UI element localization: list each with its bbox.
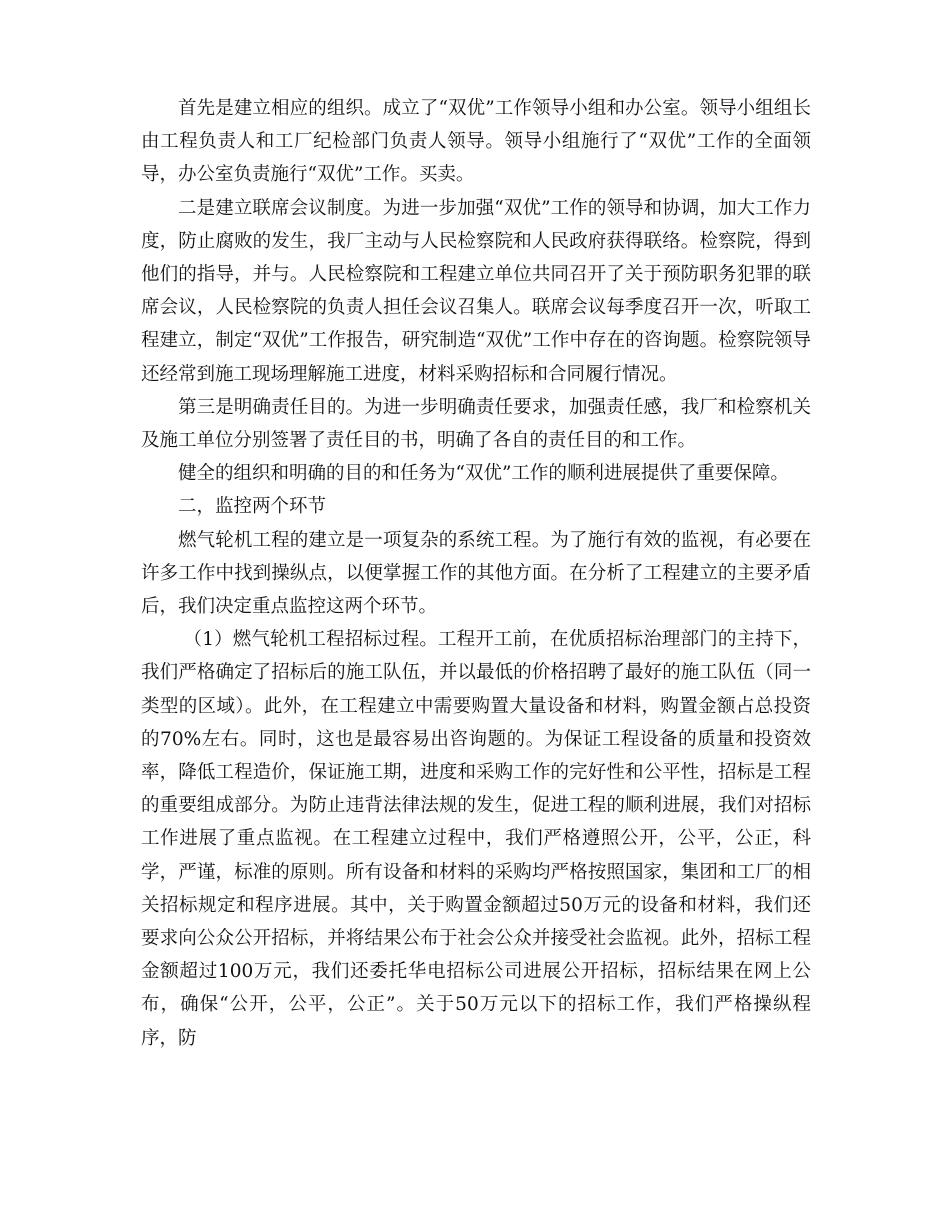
paragraph-monitoring-intro: 燃气轮机工程的建立是一项复杂的系统工程。为了施行有效的监视，有必要在许多工作中找到操纵点，以便掌握工作的其他方面。在分析了工程建立的主要矛盾后，我们决定重点监控这两个环节。: [141, 529, 811, 618]
document-body: [141, 92, 811, 1055]
section-heading: 二，监控两个环节: [178, 496, 327, 518]
paragraph-bidding-process: （1）燃气轮机工程招标过程。工程开工前，在优质招标治理部门的主持下，我们严格确定了招标后的施工队伍，并以最低的价格招聘了最好的施工队伍（同一类型的区域）。此外，在工程建立中需要购置大量设备和材料，购置金额占总投资的70%左右。同时，这也是最容易出咨询题的。为保证工程设备的质量和投资效率，降低工程造价，保证施工期，进度和采购工作的完好性和公平性，招标是工程的重要组成部分。为防止违背法律法规的发生，促进工程的顺利进展，我们对招标工作进展了重点监视。在工程建立过程中，我们严格遵照公开，公平，公正，科学，严谨，标准的原则。所有设备和材料的采购均严格按照国家，集团和工厂的相关招标规定和程序进展。其中，关于购置金额超过50万元的设备和材料，我们还要求向公众公开招标，并将结果公布于社会公众并接受社会监视。此外，招标工程金额超过100万元，我们还委托华电招标公司进展公开招标，招标结果在网上公布，确保“公开，公平，公正”。关于50万元以下的招标工作，我们严格操纵程序，防: [141, 629, 811, 1049]
paragraph-organization: 首先是建立相应的组织。成立了“双优”工作领导小组和办公室。领导小组组长由工程负责人和工厂纪检部门负责人领导。领导小组施行了“双优”工作的全面领导，办公室负责施行“双优”工作。买卖。: [141, 98, 811, 186]
paragraph-responsibility: 第三是明确责任目的。为进一步明确责任要求，加强责任感，我厂和检察机关及施工单位分别签署了责任目的书，明确了各自的责任目的和工作。: [141, 396, 811, 452]
paragraph-guarantee: 健全的组织和明确的目的和任务为“双优”工作的顺利进展提供了重要保障。: [178, 463, 789, 485]
paragraph-joint-meeting: 二是建立联席会议制度。为进一步加强“双优”工作的领导和协调，加大工作力度，防止腐败的发生，我厂主动与人民检察院和人民政府获得联络。检察院，得到他们的指导，并与。人民检察院和工程建立单位共同召开了关于预防职务犯罪的联席会议，人民检察院的负责人担任会议召集人。联席会议每季度召开一次，听取工程建立，制定“双优”工作报告，研究制造“双优”工作中存在的咨询题。检察院领导还经常到施工现场理解施工进度，材料采购招标和合同履行情况。: [141, 197, 811, 385]
